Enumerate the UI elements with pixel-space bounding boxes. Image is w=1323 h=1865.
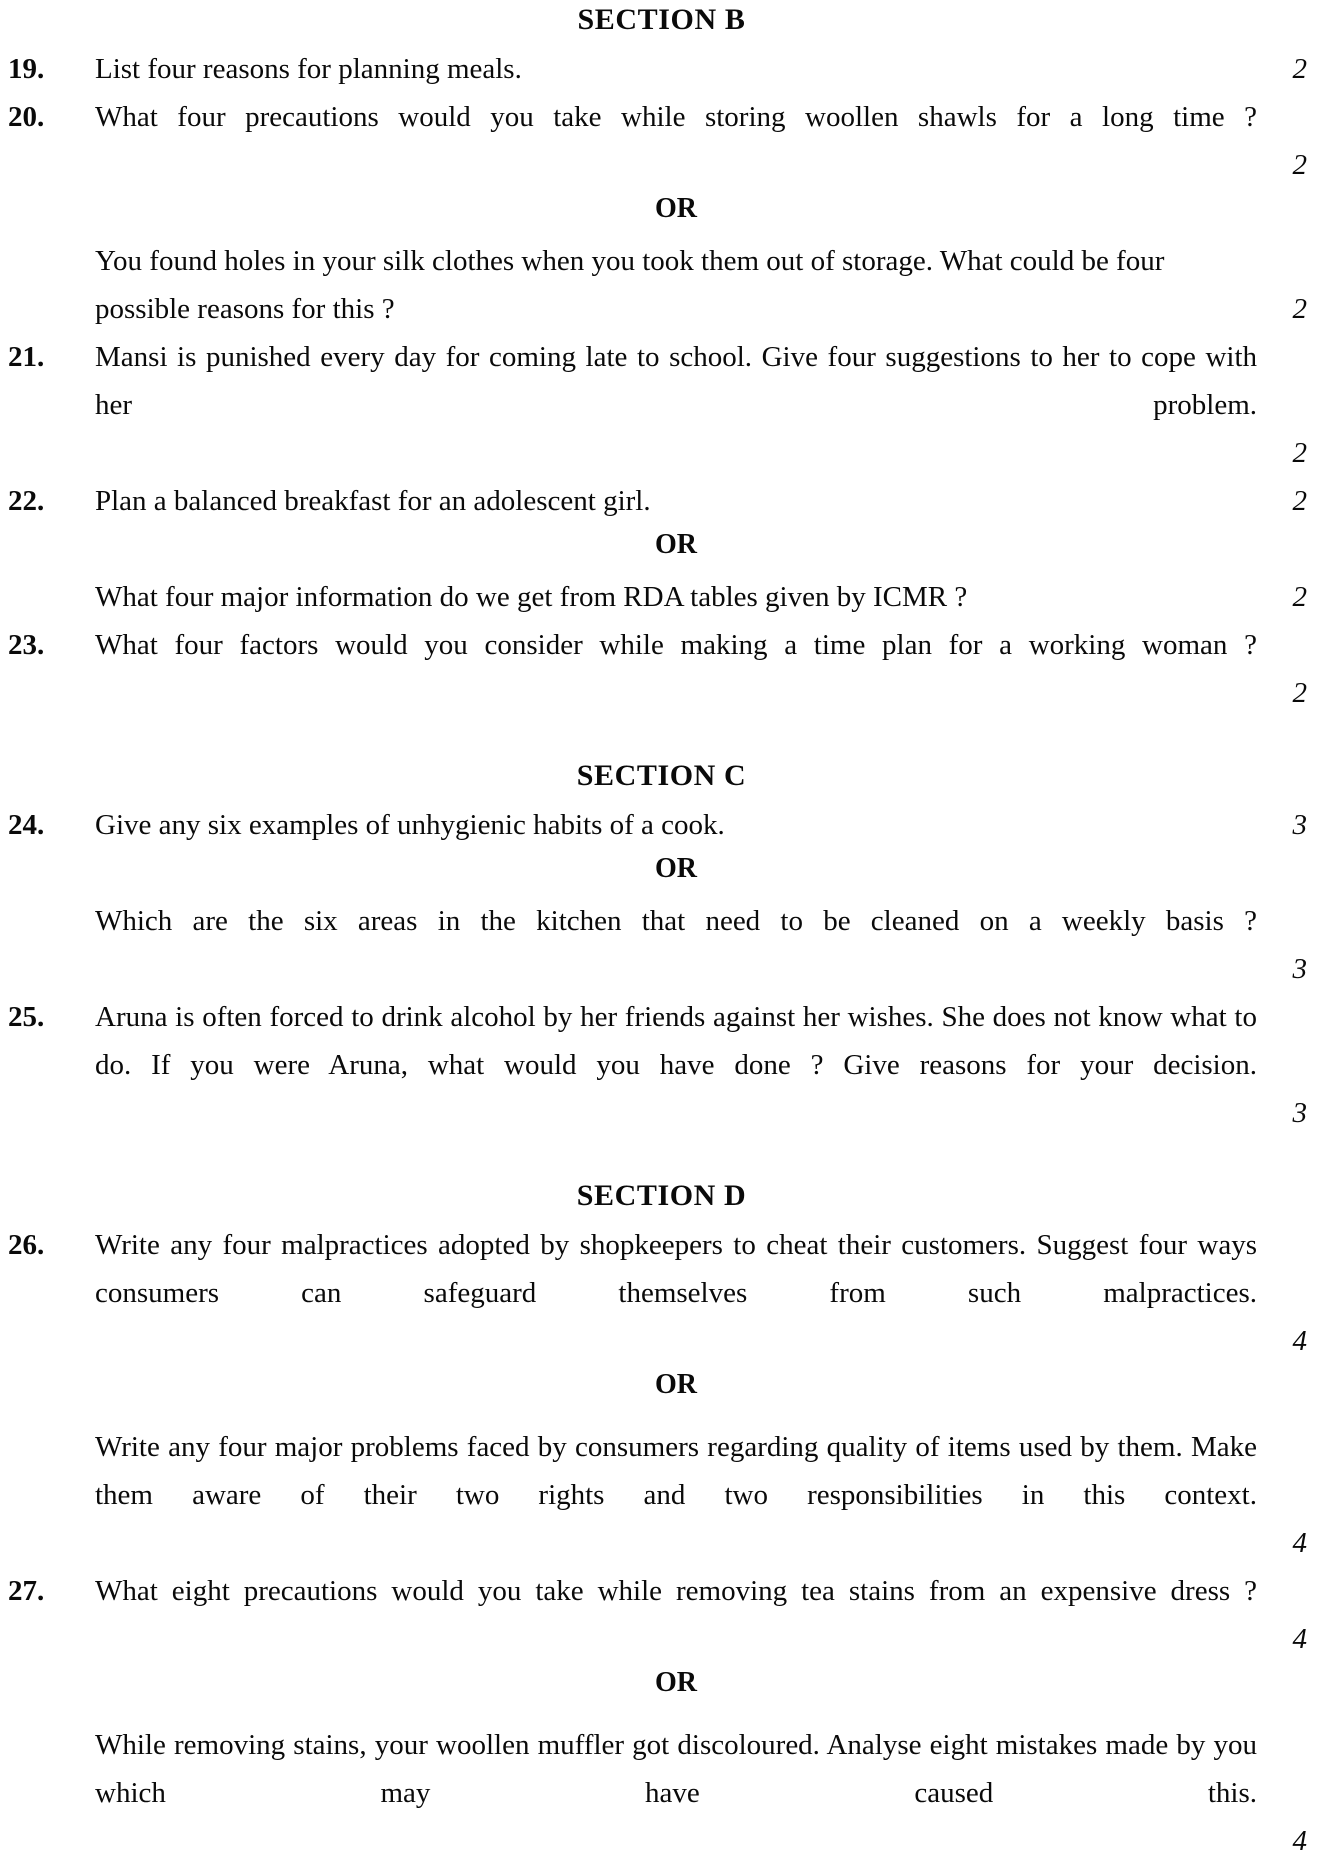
or-body (95, 525, 1257, 563)
question-row (0, 621, 1323, 717)
or-body (95, 1365, 1257, 1403)
or-row (0, 849, 1323, 897)
question-text: While removing stains, your woollen muffler got discoloured. Analyse eight mistakes made by you which may have caused this. (95, 1729, 1257, 1809)
marks-value: 2 (1292, 53, 1307, 85)
question-number: 22. (8, 485, 45, 517)
or-divider: OR (655, 193, 697, 224)
question-text: What four factors would you consider while making a time plan for a working woman ? (95, 629, 1257, 661)
question-body (95, 993, 1257, 1137)
marks-value: 4 (1292, 1325, 1307, 1357)
or-row (0, 1663, 1323, 1711)
question-row (0, 801, 1323, 849)
spacer (0, 1413, 1323, 1423)
marks-value: 2 (1292, 677, 1307, 709)
question-number-placeholder (0, 849, 95, 897)
question-text: List four reasons for planning meals. (95, 53, 522, 85)
question-body (95, 621, 1257, 717)
question-text: Write any four major problems faced by consumers regarding quality of items used by them. Make them aware of their two rights and two responsibilities in this context. (95, 1431, 1257, 1511)
or-row (0, 1365, 1323, 1413)
question-body (95, 1721, 1257, 1865)
question-text: What four precautions would you take while storing woollen shawls for a long time ? (95, 101, 1257, 133)
question-number: 27. (8, 1575, 45, 1607)
question-row (0, 1221, 1323, 1365)
section-heading-b: SECTION B (577, 3, 746, 36)
question-row (0, 573, 1323, 621)
question-number-placeholder (0, 897, 95, 945)
question-number: 21. (8, 341, 45, 373)
spacer (0, 791, 1323, 801)
question-number: 19. (8, 53, 45, 85)
or-body (95, 189, 1257, 227)
question-number-placeholder (0, 1365, 95, 1413)
question-body (95, 1221, 1257, 1365)
question-text: What eight precautions would you take while removing tea stains from an expensive dress ? (95, 1575, 1257, 1607)
marks-value: 2 (1292, 437, 1307, 469)
question-text: You found holes in your silk clothes when you took them out of storage. What could be four possible reasons for this ? (95, 245, 1165, 325)
question-row (0, 45, 1323, 93)
question-number-placeholder (0, 525, 95, 573)
or-body (95, 1663, 1257, 1701)
question-number-placeholder (0, 573, 95, 621)
question-body (95, 801, 1257, 849)
question-number: 25. (8, 1001, 45, 1033)
question-text: Which are the six areas in the kitchen that need to be cleaned on a weekly basis ? (95, 905, 1257, 937)
or-row (0, 525, 1323, 573)
question-number: 24. (8, 809, 45, 841)
marks-value: 3 (1292, 953, 1307, 985)
question-body (95, 1423, 1257, 1567)
question-body (95, 897, 1257, 993)
question-row (0, 1721, 1323, 1865)
question-text: Write any four malpractices adopted by shopkeepers to cheat their customers. Suggest four ways consumers can safeguard themselves from such malpractices. (95, 1229, 1257, 1309)
question-row (0, 1567, 1323, 1663)
marks-value: 3 (1292, 809, 1307, 841)
question-number: 23. (8, 629, 45, 661)
marks-value: 2 (1292, 485, 1307, 517)
question-body (95, 573, 1257, 621)
or-divider: OR (655, 853, 697, 884)
question-number-placeholder (0, 1423, 95, 1471)
question-body (95, 45, 1257, 93)
question-number: 20. (8, 101, 45, 133)
marks-value: 2 (1292, 581, 1307, 613)
question-text: Plan a balanced breakfast for an adolescent girl. (95, 485, 651, 517)
question-body (95, 237, 1257, 333)
question-row (0, 897, 1323, 993)
question-body (95, 477, 1257, 525)
marks-value: 2 (1292, 149, 1307, 181)
spacer (0, 35, 1323, 45)
section-heading-c: SECTION C (576, 759, 747, 792)
question-row (0, 237, 1323, 333)
or-divider: OR (655, 529, 697, 560)
question-text: Aruna is often forced to drink alcohol by her friends against her wishes. She does not know what to do. If you were Aruna, what would you have done ? Give reasons for your decision. (95, 1001, 1257, 1081)
marks-value: 3 (1292, 1097, 1307, 1129)
question-number: 26. (8, 1229, 45, 1261)
or-row (0, 189, 1323, 237)
or-divider: OR (655, 1667, 697, 1698)
section-heading-d: SECTION D (576, 1179, 747, 1212)
marks-value: 4 (1292, 1527, 1307, 1559)
spacer (0, 1211, 1323, 1221)
or-body (95, 849, 1257, 887)
question-number-placeholder (0, 189, 95, 237)
question-text: What four major information do we get from RDA tables given by ICMR ? (95, 581, 968, 613)
question-body (95, 93, 1257, 189)
question-row (0, 93, 1323, 189)
marks-value: 4 (1292, 1825, 1307, 1857)
question-number-placeholder (0, 1663, 95, 1711)
question-body (95, 1567, 1257, 1663)
question-text: Give any six examples of unhygienic habits of a cook. (95, 809, 725, 841)
question-number-placeholder (0, 1721, 95, 1769)
marks-value: 4 (1292, 1623, 1307, 1655)
or-divider: OR (655, 1369, 697, 1400)
question-row (0, 1423, 1323, 1567)
question-row (0, 993, 1323, 1137)
spacer (0, 1711, 1323, 1721)
question-row (0, 477, 1323, 525)
question-row (0, 333, 1323, 477)
question-number-placeholder (0, 237, 95, 285)
question-body (95, 333, 1257, 477)
question-text: Mansi is punished every day for coming late to school. Give four suggestions to her to cope with her problem. (95, 341, 1257, 421)
marks-value: 2 (1292, 293, 1307, 325)
